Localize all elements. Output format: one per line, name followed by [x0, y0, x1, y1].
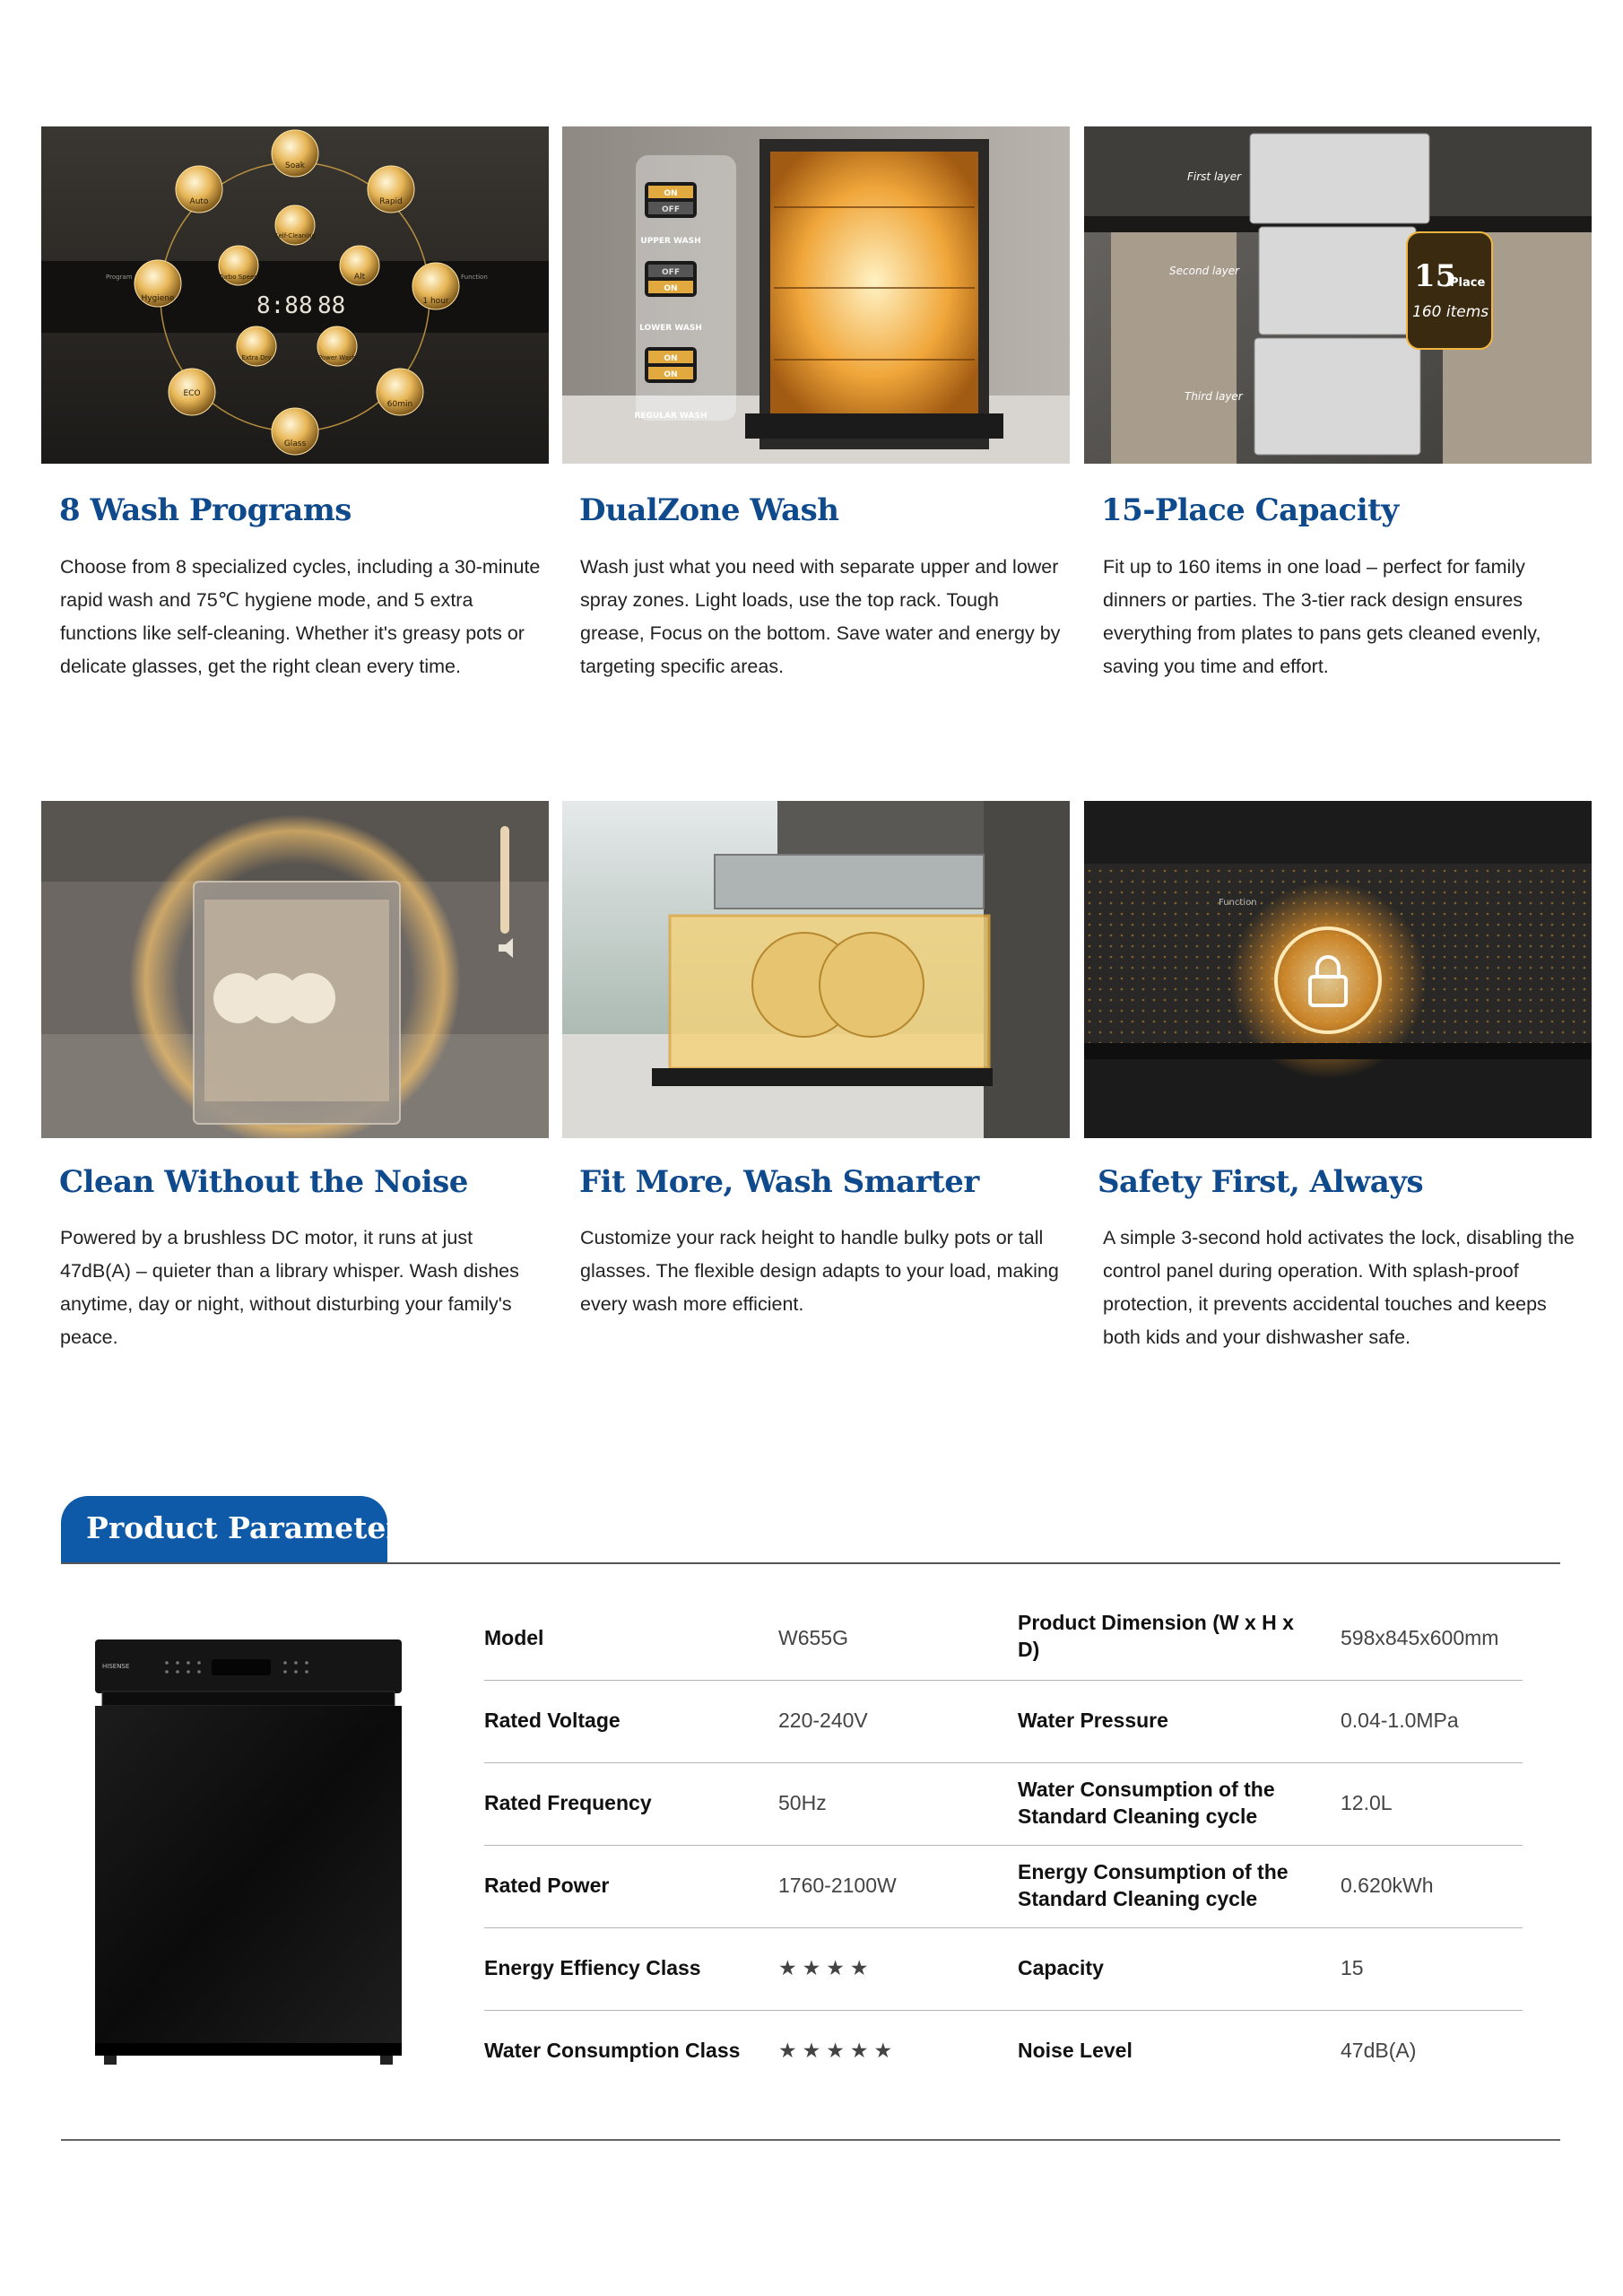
lower-wash-off-toggle: OFF [662, 268, 680, 277]
product-brand-logo: HISENSE [102, 1663, 130, 1670]
param-label: Product Dimension (W x H x D) [1018, 1611, 1294, 1661]
param-label: Water Pressure [1018, 1709, 1168, 1732]
feature-description: Powered by a brushless DC motor, it runs at just 47dB(A) – quieter than a library whisper. Wash dishes anytime, day or night, without disturbing your family's peace. [60, 1227, 519, 1348]
regular-wash-label: REGULAR WASH [634, 412, 707, 421]
param-value: 0.04-1.0MPa [1341, 1709, 1459, 1732]
capacity-image [1084, 126, 1592, 464]
feature-title: Fit More, Wash Smarter [579, 1164, 979, 1200]
params-top-divider [61, 1562, 1560, 1564]
feature-description: Choose from 8 specialized cycles, including a 30-minute rapid wash and 75℃ hygiene mode, and 5 extra functions like self-cleaning. Whether it's greasy pots or delicate glasses, get the right clean every time. [60, 556, 541, 677]
param-label: Noise Level [1018, 2039, 1133, 2062]
quiet-operation-image [41, 801, 549, 1138]
param-label: Water Consumption of the Standard Cleaning cycle [1018, 1778, 1275, 1828]
param-value: 47dB(A) [1341, 2039, 1417, 2062]
param-value: 0.620kWh [1341, 1874, 1434, 1897]
param-label: Rated Frequency [484, 1791, 652, 1814]
function-power-wash-label: Power Wash [317, 354, 357, 361]
upper-wash-label: UPPER WASH [640, 237, 701, 246]
program-hygiene-label: Hygiene [141, 294, 175, 303]
dualzone-wash-image [562, 126, 1070, 464]
param-value: 12.0L [1341, 1791, 1393, 1814]
panel-program-label: Program [106, 274, 133, 281]
feature-description: Wash just what you need with separate upper and lower spray zones. Light loads, use the top rack. Tough grease, Focus on the bottom. Save water and energy by targeting specific areas. [580, 556, 1061, 677]
param-label: Rated Voltage [484, 1709, 621, 1732]
program-1-hour-label: 1 hour [422, 297, 449, 306]
lower-wash-label: LOWER WASH [639, 324, 702, 333]
feature-description: Fit up to 160 items in one load – perfect for family dinners or parties. The 3-tier rack design ensures everything from plates to pans gets cleaned evenly, saving you time and effort. [1103, 556, 1541, 677]
param-value: 15 [1341, 1956, 1364, 1979]
param-label: Capacity [1018, 1956, 1104, 1979]
dishwasher-product-image [95, 1639, 402, 2066]
function-panel-label: Function [1219, 898, 1257, 908]
feature-description: Customize your rack height to handle bulky pots or tall glasses. The flexible design adapts to your load, making every wash more efficient. [580, 1227, 1059, 1315]
function-extra-dry-label: Extra Dry [241, 354, 272, 361]
lower-wash-on-toggle: ON [664, 284, 678, 293]
param-value: W655G [778, 1626, 848, 1649]
regular-wash-on-toggle-1: ON [664, 354, 678, 363]
feature-title: DualZone Wash [579, 492, 839, 528]
param-row [484, 1763, 1523, 1846]
panel-function-label: Function [461, 274, 488, 281]
param-label: Water Consumption Class [484, 2039, 741, 2062]
feature-title: 15-Place Capacity [1101, 492, 1399, 528]
program-soak-label: Soak [285, 161, 305, 170]
param-value: 598x845x600mm [1341, 1626, 1499, 1649]
param-row [484, 1681, 1523, 1763]
regular-wash-on-toggle-2: ON [664, 370, 678, 379]
feature-description: A simple 3-second hold activates the lock, disabling the control panel during operation. With splash-proof protection, it prevents accidental touches and keeps both kids and your dishwasher safe. [1103, 1227, 1575, 1348]
display-number-readout: 88 [317, 292, 346, 319]
feature-title: Clean Without the Noise [59, 1164, 468, 1200]
param-row [484, 2011, 1523, 2093]
param-value: 1760-2100W [778, 1874, 897, 1897]
third-layer-label: Third layer [1185, 390, 1243, 403]
param-row [484, 1846, 1523, 1928]
program-glass-label: Glass [283, 439, 307, 448]
param-row [484, 1928, 1523, 2011]
param-row [484, 1598, 1523, 1681]
child-lock-image [1084, 801, 1592, 1138]
program-eco-label: ECO [183, 389, 201, 398]
first-layer-label: First layer [1187, 170, 1242, 183]
display-time-readout: 8:88 [256, 292, 313, 319]
second-layer-label: Second layer [1169, 265, 1240, 277]
params-bottom-divider [61, 2139, 1560, 2141]
program-auto-label: Auto [189, 197, 209, 206]
wash-programs-image [41, 126, 549, 464]
items-count-label: 160 items [1412, 303, 1489, 321]
feature-title: Safety First, Always [1098, 1164, 1424, 1200]
function-self-cleaning-label: Self-Cleaning [274, 232, 316, 239]
function-alt-label: Alt [353, 273, 366, 282]
program-60min-label: 60min [386, 400, 413, 409]
water-class-stars: ★★★★★ [778, 2039, 898, 2062]
energy-class-stars: ★★★★ [778, 1956, 874, 1979]
adjustable-rack-image [562, 801, 1070, 1138]
place-unit-label: Place [1450, 276, 1486, 290]
place-count-number: 15 [1414, 258, 1457, 294]
param-value: 50Hz [778, 1791, 827, 1814]
param-label: Model [484, 1626, 544, 1649]
param-label: Energy Consumption of the Standard Cleaning cycle [1018, 1860, 1289, 1910]
params-header-tab [61, 1496, 419, 1562]
feature-title: 8 Wash Programs [59, 492, 352, 528]
param-label: Energy Effiency Class [484, 1956, 701, 1979]
upper-wash-off-toggle: OFF [662, 205, 680, 214]
program-rapid-label: Rapid [379, 197, 403, 206]
function-turbo-speed-label: Turbo Speed [219, 274, 258, 281]
param-value: 220-240V [778, 1709, 868, 1732]
upper-wash-on-toggle: ON [664, 189, 678, 198]
param-label: Rated Power [484, 1874, 610, 1897]
params-title: Product Parameters [86, 1510, 419, 1545]
